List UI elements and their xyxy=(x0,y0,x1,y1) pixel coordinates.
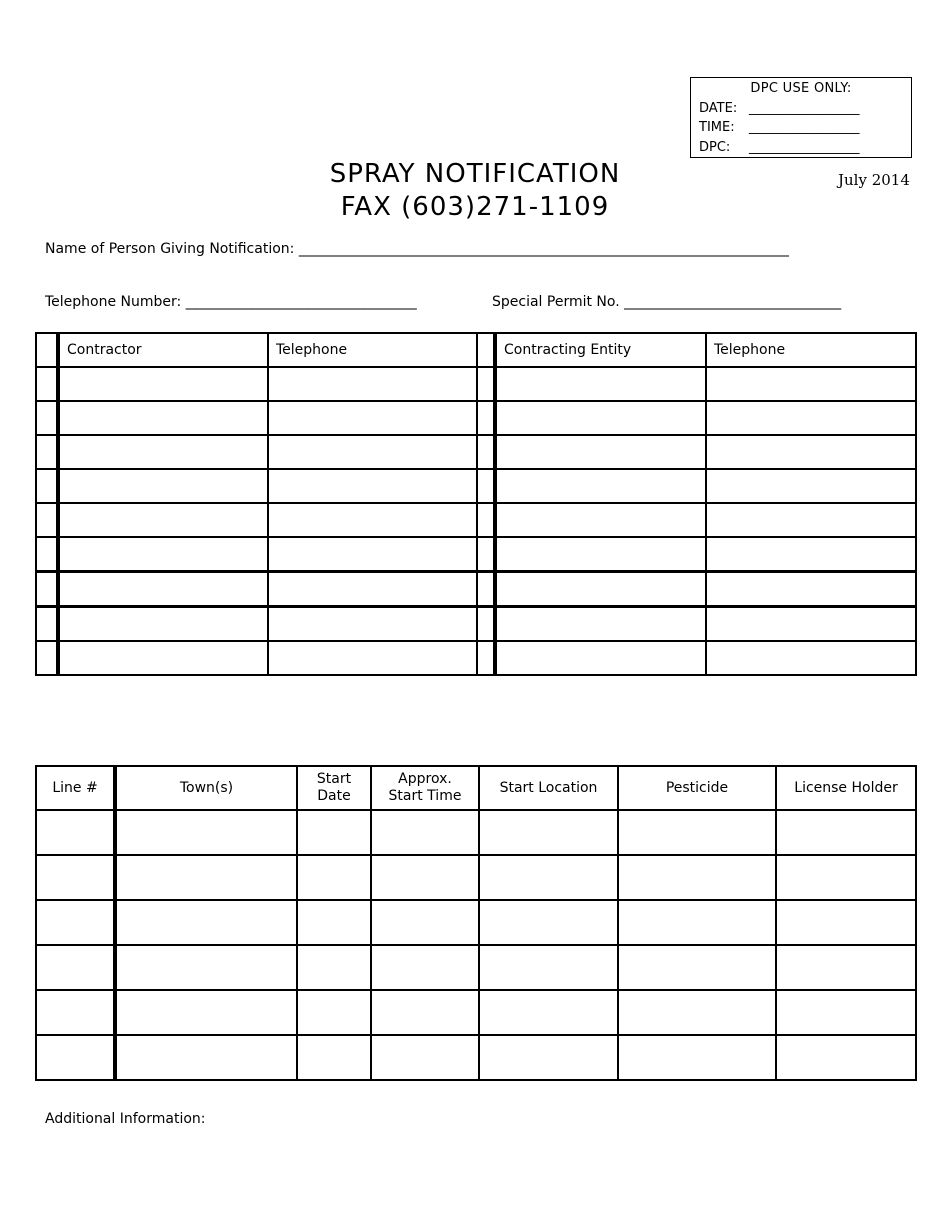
table-row xyxy=(36,1035,916,1080)
start-date-cell[interactable] xyxy=(297,990,371,1035)
contractor-cell[interactable] xyxy=(58,572,268,607)
spray-table-header xyxy=(36,766,916,810)
towns-cell[interactable] xyxy=(115,990,297,1035)
row-marker-cell[interactable] xyxy=(36,435,58,469)
header-pesticide: Pesticide xyxy=(618,766,776,810)
pesticide-cell[interactable] xyxy=(618,855,776,900)
towns-cell[interactable] xyxy=(115,1035,297,1080)
table-row xyxy=(36,900,916,945)
dpc-date-blank[interactable]: _________________ xyxy=(749,100,860,116)
pesticide-cell[interactable] xyxy=(618,990,776,1035)
row-marker-cell[interactable] xyxy=(36,367,58,401)
row-marker-cell[interactable] xyxy=(477,367,495,401)
form-title: SPRAY NOTIFICATION xyxy=(329,159,621,189)
header-license-holder: License Holder xyxy=(776,766,916,810)
contracting-entity-cell[interactable] xyxy=(495,572,706,607)
table-row xyxy=(36,367,916,401)
row-marker-cell[interactable] xyxy=(477,607,495,642)
contractor-telephone-cell[interactable] xyxy=(268,503,477,537)
start-time-cell[interactable] xyxy=(371,1035,479,1080)
fax-number: FAX (603)271-1109 xyxy=(340,192,610,222)
header-contractor-telephone: Telephone xyxy=(268,333,477,367)
special-permit-field[interactable] xyxy=(492,294,841,310)
license-holder-cell[interactable] xyxy=(776,810,916,855)
spray-schedule-table xyxy=(35,765,917,1081)
pesticide-cell[interactable] xyxy=(618,810,776,855)
start-date-cell[interactable] xyxy=(297,945,371,990)
start-date-cell[interactable] xyxy=(297,855,371,900)
row-marker-cell[interactable] xyxy=(477,641,495,675)
line-number-cell[interactable] xyxy=(36,900,115,945)
entity-telephone-cell[interactable] xyxy=(706,607,916,642)
row-marker-cell xyxy=(36,333,58,367)
start-time-cell[interactable] xyxy=(371,900,479,945)
row-marker-cell[interactable] xyxy=(36,607,58,642)
line-number-cell[interactable] xyxy=(36,855,115,900)
contractor-cell[interactable] xyxy=(58,641,268,675)
header-start-date-line2: Date xyxy=(317,788,351,804)
start-location-cell[interactable] xyxy=(479,900,618,945)
contractor-telephone-cell[interactable] xyxy=(268,607,477,642)
header-line-number: Line # xyxy=(36,766,115,810)
start-date-cell[interactable] xyxy=(297,1035,371,1080)
row-marker-cell[interactable] xyxy=(36,572,58,607)
row-marker-cell xyxy=(477,333,495,367)
table-row xyxy=(36,503,916,537)
table-row xyxy=(36,641,916,675)
row-marker-cell[interactable] xyxy=(477,537,495,572)
contractor-telephone-cell[interactable] xyxy=(268,572,477,607)
row-marker-cell[interactable] xyxy=(36,401,58,435)
notifier-name-blank[interactable]: ______________________________________________________________________ xyxy=(298,241,789,257)
line-number-cell[interactable] xyxy=(36,810,115,855)
entity-telephone-cell[interactable] xyxy=(706,367,916,401)
contractor-cell[interactable] xyxy=(58,469,268,503)
dpc-time-field[interactable] xyxy=(699,118,911,138)
row-marker-cell[interactable] xyxy=(36,503,58,537)
pesticide-cell[interactable] xyxy=(618,1035,776,1080)
pesticide-cell[interactable] xyxy=(618,900,776,945)
table-row xyxy=(36,607,916,642)
row-marker-cell[interactable] xyxy=(477,469,495,503)
contractor-cell[interactable] xyxy=(58,503,268,537)
entity-telephone-cell[interactable] xyxy=(706,537,916,572)
telephone-field[interactable] xyxy=(45,294,417,310)
table-row xyxy=(36,469,916,503)
dpc-initials-field[interactable] xyxy=(699,138,911,158)
telephone-label: Telephone Number: xyxy=(45,294,182,310)
notifier-name-field[interactable] xyxy=(45,241,789,257)
start-date-cell[interactable] xyxy=(297,900,371,945)
dpc-date-label: DATE: xyxy=(699,100,738,116)
header-approx-line2: Start Time xyxy=(388,788,462,804)
license-holder-cell[interactable] xyxy=(776,900,916,945)
entity-telephone-cell[interactable] xyxy=(706,401,916,435)
table-row xyxy=(36,537,916,572)
contractor-table-header xyxy=(36,333,916,367)
start-time-cell[interactable] xyxy=(371,945,479,990)
towns-cell[interactable] xyxy=(115,900,297,945)
license-holder-cell[interactable] xyxy=(776,855,916,900)
dpc-initials-label: DPC: xyxy=(699,139,731,155)
contractor-telephone-cell[interactable] xyxy=(268,641,477,675)
entity-telephone-cell[interactable] xyxy=(706,435,916,469)
header-approx-line1: Approx. xyxy=(398,771,452,787)
pesticide-cell[interactable] xyxy=(618,945,776,990)
start-date-cell[interactable] xyxy=(297,810,371,855)
header-towns: Town(s) xyxy=(115,766,297,810)
line-number-cell[interactable] xyxy=(36,945,115,990)
header-start-date-line1: Start xyxy=(316,771,352,787)
row-marker-cell[interactable] xyxy=(477,435,495,469)
header-contractor: Contractor xyxy=(58,333,268,367)
contracting-entity-cell[interactable] xyxy=(495,537,706,572)
contracting-entity-cell[interactable] xyxy=(495,367,706,401)
header-entity-telephone: Telephone xyxy=(706,333,916,367)
start-location-cell[interactable] xyxy=(479,810,618,855)
table-row xyxy=(36,810,916,855)
table-row xyxy=(36,435,916,469)
form-revision-date: July 2014 xyxy=(838,171,910,189)
license-holder-cell[interactable] xyxy=(776,1035,916,1080)
header-start-date xyxy=(297,766,371,810)
contracting-entity-cell[interactable] xyxy=(495,401,706,435)
special-permit-label: Special Permit No. xyxy=(492,294,620,310)
entity-telephone-cell[interactable] xyxy=(706,572,916,607)
row-marker-cell[interactable] xyxy=(477,503,495,537)
row-marker-cell[interactable] xyxy=(36,641,58,675)
row-marker-cell[interactable] xyxy=(36,469,58,503)
contractor-table xyxy=(35,332,917,676)
contracting-entity-cell[interactable] xyxy=(495,607,706,642)
start-time-cell[interactable] xyxy=(371,810,479,855)
row-marker-cell[interactable] xyxy=(36,537,58,572)
start-location-cell[interactable] xyxy=(479,855,618,900)
contracting-entity-cell[interactable] xyxy=(495,469,706,503)
dpc-time-blank[interactable]: _________________ xyxy=(749,120,860,135)
contractor-cell[interactable] xyxy=(58,537,268,572)
contracting-entity-cell[interactable] xyxy=(495,641,706,675)
entity-telephone-cell[interactable] xyxy=(706,503,916,537)
contractor-cell[interactable] xyxy=(58,607,268,642)
dpc-initials-blank[interactable]: _________________ xyxy=(749,139,860,155)
towns-cell[interactable] xyxy=(115,855,297,900)
table-row xyxy=(36,855,916,900)
row-marker-cell[interactable] xyxy=(477,572,495,607)
dpc-time-label: TIME: xyxy=(699,120,735,135)
contractor-cell[interactable] xyxy=(58,401,268,435)
start-location-cell[interactable] xyxy=(479,990,618,1035)
contracting-entity-cell[interactable] xyxy=(495,435,706,469)
start-location-cell[interactable] xyxy=(479,945,618,990)
header-contracting-entity: Contracting Entity xyxy=(495,333,706,367)
table-row xyxy=(36,990,916,1035)
contractor-telephone-cell[interactable] xyxy=(268,435,477,469)
license-holder-cell[interactable] xyxy=(776,945,916,990)
header-approx-start-time xyxy=(371,766,479,810)
start-location-cell[interactable] xyxy=(479,1035,618,1080)
line-number-cell[interactable] xyxy=(36,990,115,1035)
contractor-cell[interactable] xyxy=(58,367,268,401)
header-start-location: Start Location xyxy=(479,766,618,810)
contractor-telephone-cell[interactable] xyxy=(268,367,477,401)
contractor-telephone-cell[interactable] xyxy=(268,537,477,572)
entity-telephone-cell[interactable] xyxy=(706,641,916,675)
dpc-date-field[interactable] xyxy=(699,99,911,119)
contracting-entity-cell[interactable] xyxy=(495,503,706,537)
dpc-use-only-box xyxy=(690,77,912,158)
special-permit-blank[interactable]: _______________________________ xyxy=(624,294,842,310)
table-row xyxy=(36,401,916,435)
table-row xyxy=(36,945,916,990)
license-holder-cell[interactable] xyxy=(776,990,916,1035)
towns-cell[interactable] xyxy=(115,945,297,990)
towns-cell[interactable] xyxy=(115,810,297,855)
telephone-blank[interactable]: _________________________________ xyxy=(185,294,417,310)
contractor-telephone-cell[interactable] xyxy=(268,401,477,435)
table-row xyxy=(36,572,916,607)
contractor-cell[interactable] xyxy=(58,435,268,469)
line-number-cell[interactable] xyxy=(36,1035,115,1080)
row-marker-cell[interactable] xyxy=(477,401,495,435)
start-time-cell[interactable] xyxy=(371,990,479,1035)
start-time-cell[interactable] xyxy=(371,855,479,900)
dpc-box-header: DPC USE ONLY: xyxy=(750,81,852,96)
additional-information-label: Additional Information: xyxy=(45,1111,206,1127)
notifier-name-label: Name of Person Giving Notification: xyxy=(45,241,295,257)
contractor-telephone-cell[interactable] xyxy=(268,469,477,503)
entity-telephone-cell[interactable] xyxy=(706,469,916,503)
